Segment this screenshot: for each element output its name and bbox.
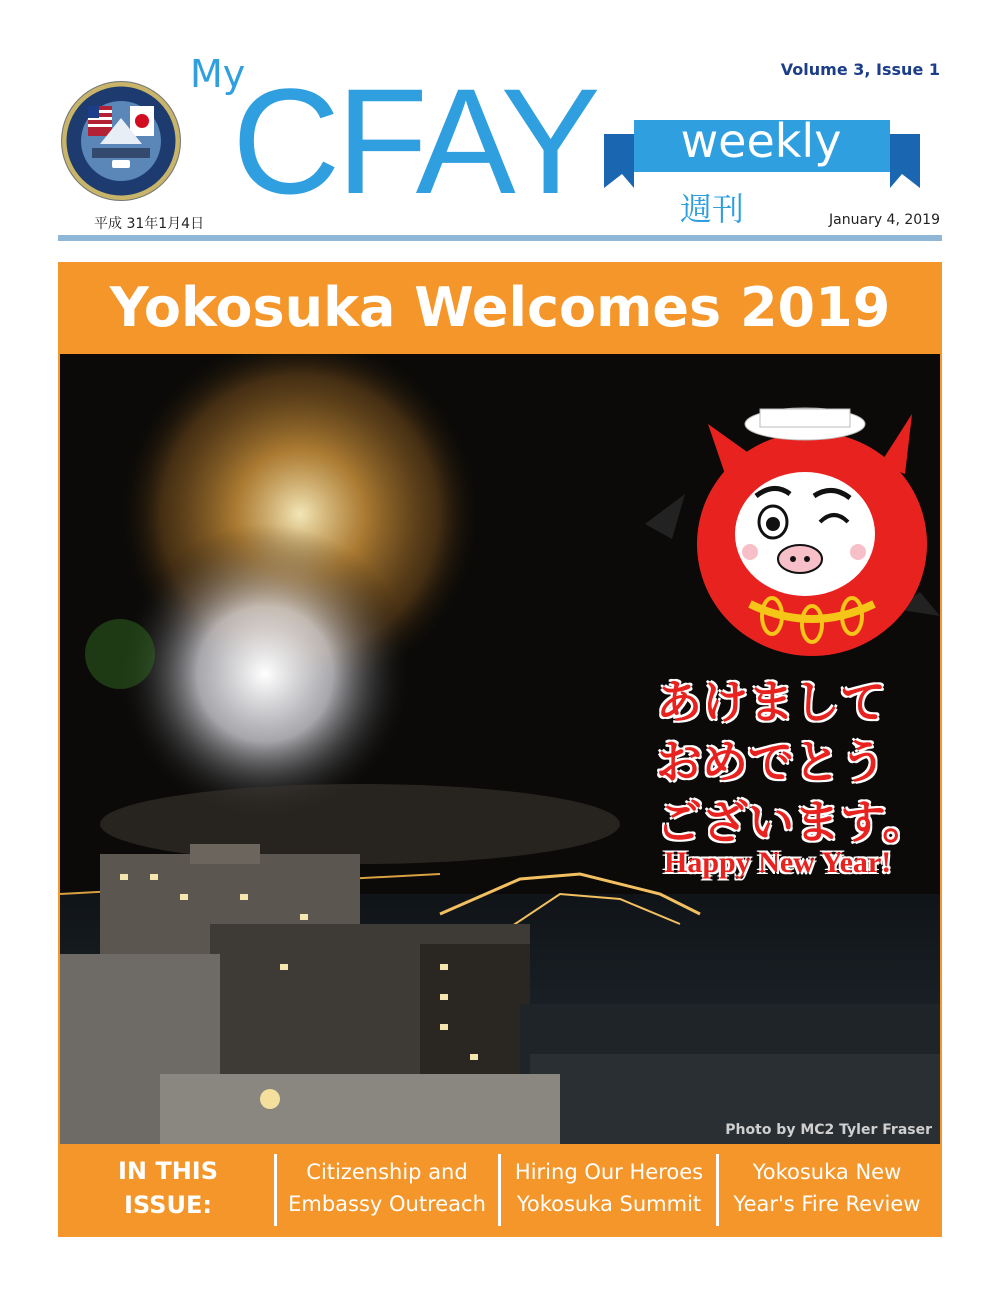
separator [498, 1154, 501, 1226]
happy-new-year: Happy New Year! [664, 846, 892, 879]
item-line: Yokosuka Summit [516, 1192, 702, 1216]
issue-item-citizenship[interactable] [282, 1156, 492, 1226]
volume-issue: Volume 3, Issue 1 [780, 60, 940, 79]
greeting-line: あけまして [656, 675, 886, 729]
item-line: Embassy Outreach [288, 1192, 486, 1216]
in-this-issue-bar [58, 1144, 942, 1237]
japanese-greeting [656, 672, 940, 852]
item-line: Hiring Our Heroes [514, 1160, 704, 1184]
date-japanese: 平成 31年1月4日 [94, 216, 205, 232]
cover-photo [60, 354, 940, 1144]
separator [274, 1154, 277, 1226]
photo-credit: Photo by MC2 Tyler Fraser [725, 1122, 932, 1138]
label-line: IN THIS [117, 1157, 219, 1185]
date-english: January 4, 2019 [829, 212, 940, 228]
item-line: Yokosuka New [752, 1160, 902, 1184]
masthead-cfay: CFAY [232, 57, 597, 225]
masthead-my: My [190, 52, 246, 96]
masthead-weekly-jp: 週刊 [680, 190, 745, 228]
issue-item-fire-review[interactable] [722, 1156, 932, 1226]
issue-item-hiring-heroes[interactable] [504, 1156, 714, 1226]
greeting-line: おめでとう [656, 735, 886, 789]
masthead-weekly: weekly [680, 114, 842, 168]
separator [716, 1154, 719, 1226]
in-this-issue-label [88, 1154, 248, 1222]
cover-block [58, 262, 942, 1237]
seal-icon [62, 82, 180, 200]
cover-headline: Yokosuka Welcomes 2019 [109, 276, 891, 339]
masthead-divider [58, 235, 942, 241]
label-line: ISSUE: [124, 1191, 212, 1219]
item-line: Year's Fire Review [733, 1192, 921, 1216]
item-line: Citizenship and [306, 1160, 468, 1184]
greeting-line: ございます。 [656, 795, 929, 849]
